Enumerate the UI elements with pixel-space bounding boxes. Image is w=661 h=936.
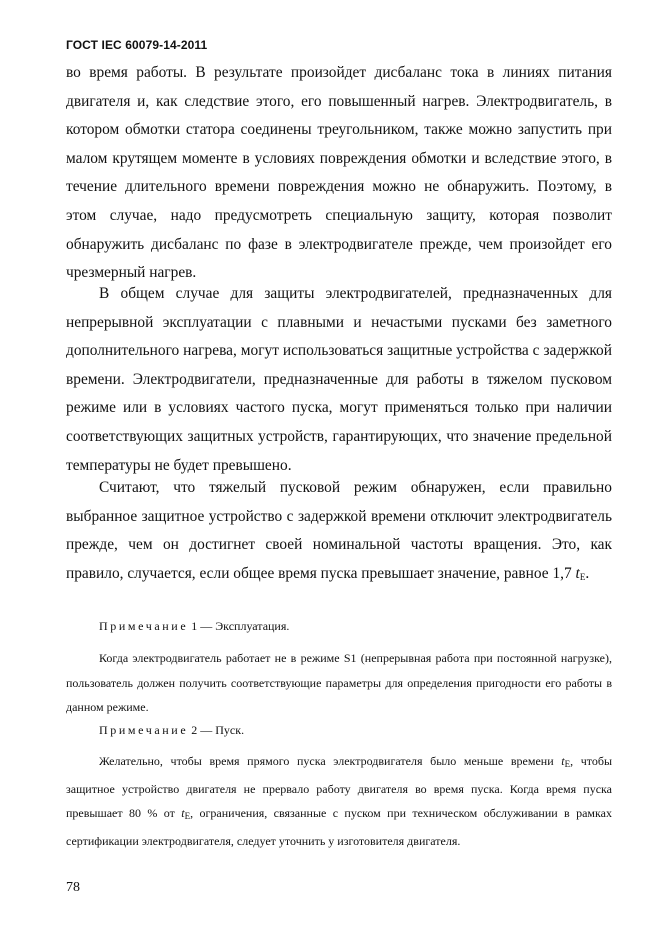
note-2-text-a: Желательно, чтобы время прямого пуска электродвигателя было меньше времени	[99, 754, 562, 768]
note-2-symbol-1: t	[561, 754, 565, 768]
note-2-heading	[99, 723, 244, 738]
note-2-subscript-1: E	[564, 759, 571, 769]
standard-header: ГОСТ IEC 60079-14-2011	[66, 38, 208, 52]
note-1-label: Примечание	[99, 619, 189, 633]
paragraph-3-end: .	[585, 564, 590, 582]
paragraph-1: во время работы. В результате произойдет дисбаланс тока в линиях питания двигателя и, как следствие этого, его повышенный нагрев. Электродвигатель, в котором обмотки статора соединены треугольником, также можно запустить при малом крутящем моменте в условиях повреждения обмотки и вследствие этого, в течение длительного времени повреждения можно не обнаружить. Поэтому, в этом случае, надо предусмотреть специальную защиту, которая позволит обнаружить дисбаланс по фазе в электродвигателе прежде, чем произойдет его чрезмерный нагрев.	[66, 64, 612, 282]
note-1-title: Эксплуатация.	[215, 619, 290, 633]
note-2-title: Пуск.	[215, 723, 245, 737]
time-symbol: t	[575, 564, 580, 582]
note-2-symbol-2: t	[181, 806, 185, 820]
note-2-label: Примечание	[99, 723, 189, 737]
note-2-dash: —	[200, 723, 213, 737]
note-1-dash: —	[200, 619, 213, 633]
note-1-heading	[99, 619, 289, 634]
note-2-text	[66, 749, 612, 853]
paragraph-2: В общем случае для защиты электродвигателей, предназначенных для непрерывной эксплуатации с плавными и нечастыми пусками без заметного дополнительного нагрева, могут использоваться защитные устройства с задержкой времени. Электродвигатели, предназначенные для работы в тяжелом пусковом режиме или в условиях частого пуска, могут применяться только при наличии соответствующих защитных устройств, гарантирующих, что значение предельной температуры не будет превышено.	[66, 285, 612, 474]
paragraph-3	[66, 474, 612, 591]
note-1-text: Когда электродвигатель работает не в режиме S1 (непрерывная работа при постоянной нагрузке), пользователь должен получить соответствующие параметры для определения пригодности его работы в данном режиме.	[66, 651, 612, 714]
note-1-number: 1	[191, 619, 198, 633]
note-2-subscript-2: E	[184, 811, 191, 821]
time-subscript: E	[579, 571, 586, 582]
note-2-text-b: , чтобы защитное устройство двигателя не прервало работу двигателя во время пуска. Когда время пуска превышает 80 % от	[66, 754, 613, 820]
paragraph-3-text: Считают, что тяжелый пусковой режим обнаружен, если правильно выбранное защитное устройство с задержкой времени отключит электродвигатель прежде, чем он достигнет своей номинальной частоты вращения. Это, как правило, случается, если общее время пуска превышает значение, равное 1,7	[66, 479, 612, 582]
note-2-text-c: , ограничения, связанные с пуском при техническом обслуживании в рамках сертификации электродвигателя, следует уточнить у изготовителя двигателя.	[66, 806, 613, 848]
note-2-number: 2	[191, 723, 198, 737]
page-number: 78	[66, 880, 80, 895]
